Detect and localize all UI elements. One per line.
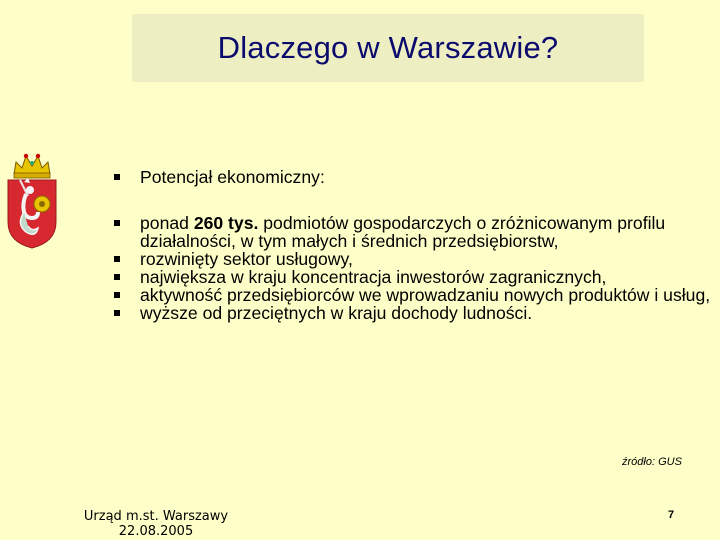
list-item (112, 304, 712, 322)
item-text-bold: 260 tys. (193, 213, 259, 233)
page-number: 7 (668, 509, 675, 521)
warsaw-coat-of-arms-icon (2, 152, 62, 250)
list-item (112, 250, 712, 268)
bullet-list (112, 168, 712, 322)
bullet-icon (114, 274, 120, 280)
bullet-icon (114, 292, 120, 298)
footer (76, 509, 236, 539)
heading-item (112, 168, 712, 186)
heading-text: Potencjał ekonomiczny: (140, 167, 325, 187)
item-text-pre: ponad (140, 213, 194, 233)
bullet-icon (114, 256, 120, 262)
source-note: źródło: GUS (622, 456, 682, 468)
slide-title: Dlaczego w Warszawie? (217, 30, 559, 65)
bullet-icon (114, 220, 120, 226)
item-text-post: podmiotów gospodarczych o zróżnicowanym profilu działalności, w tym małych i średnich przedsiębiorstw, (140, 213, 666, 251)
title-box (132, 14, 644, 82)
list-item (112, 286, 712, 304)
item-text: aktywność przedsiębiorców we wprowadzaniu nowych produktów i usług, (140, 285, 711, 305)
list-item (112, 214, 712, 250)
item-text: wyższe od przeciętnych w kraju dochody ludności. (140, 303, 533, 323)
bullet-icon (114, 174, 120, 180)
bullet-icon (114, 310, 120, 316)
list-item (112, 268, 712, 286)
item-text: największa w kraju koncentracja inwestorów zagranicznych, (140, 267, 607, 287)
footer-organization: Urząd m.st. Warszawy (83, 509, 229, 524)
crown-icon (14, 154, 50, 178)
item-text: rozwinięty sektor usługowy, (140, 249, 353, 269)
footer-date: 22.08.2005 (118, 524, 194, 539)
